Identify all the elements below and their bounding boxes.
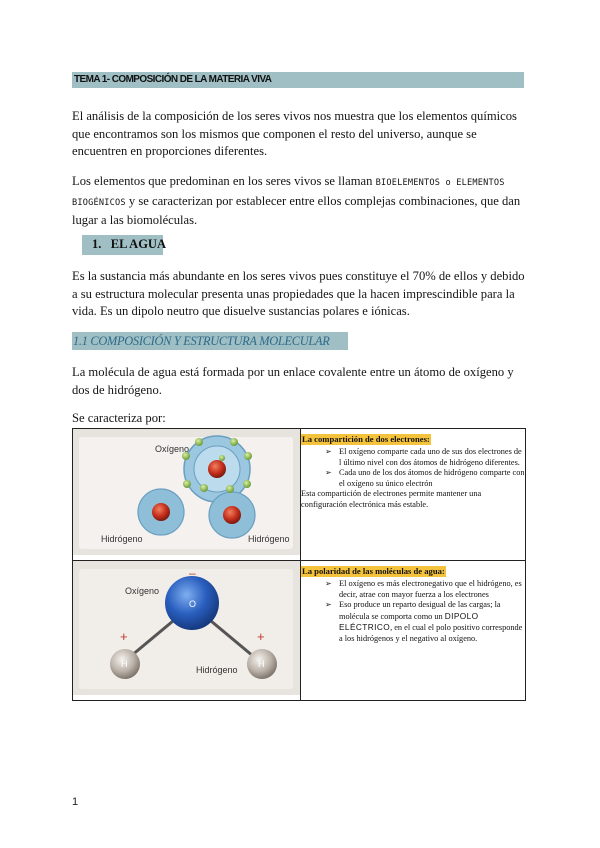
electron-sharing-image-cell: [73, 429, 301, 561]
polarity-diagram: [73, 561, 300, 695]
negative-sign: –: [189, 566, 196, 580]
bioelements-text-before: Los elementos que predominan en los seres vivos se llaman: [72, 174, 376, 188]
electron-sharing-list: [301, 447, 525, 489]
section-heading: 1. EL AGUA: [92, 237, 166, 251]
positive-sign-right: +: [257, 629, 265, 644]
dipolo-term: DIPOLO ELÉCTRICO: [339, 610, 479, 633]
polarity-list: [301, 579, 525, 645]
polarity-image-cell: [73, 561, 301, 701]
intro-paragraph: El análisis de la composición de los seres vivos nos muestra que los elementos químicos que encontramos son los mismos que componen el resto del universo, aunque se encuentren en proporciones diferentes.: [72, 109, 517, 158]
list-item: ➢ El oxígeno es más electronegativo que el hidrógeno, es decir, atrae con mayor fuerza a los electrones: [313, 579, 525, 600]
agua-paragraph: Es la sustancia más abundante en los seres vivos pues constituye el 70% de ellos y debido a su estructura molecular presenta unas propiedades que la hacen imprescindible para la vida. Es un dipolo neutro que disuelve sustancias polares e iónicas.: [72, 269, 525, 318]
bioelements-connector: o: [440, 178, 457, 188]
hydrogen-label: Hidrógeno: [196, 665, 238, 675]
polarity-heading: La polaridad de las moléculas de agua:: [302, 566, 445, 576]
list-item: ➢ El oxígeno comparte cada uno de sus dos electrones de l último nivel con dos átomos de hidrógeno diferentes.: [313, 447, 525, 468]
properties-table: [72, 428, 526, 701]
list-item: [313, 600, 525, 644]
oxygen-symbol: O: [189, 599, 197, 609]
subsection-heading: 1.1 COMPOSICIÓN Y ESTRUCTURA MOLECULAR: [73, 334, 330, 348]
characterized-label: Se caracteriza por:: [72, 411, 166, 425]
bioelements-text-after: y se caracterizan por establecer entre ellos complejas combinaciones, que dan lugar a las biomoléculas.: [72, 193, 521, 227]
electron-sharing-text-cell: [301, 429, 526, 561]
oxygen-label: Oxígeno: [155, 444, 190, 454]
list-item: ➢ Cada uno de los dos átomos de hidrógeno comparte con el oxígeno su único electrón: [313, 468, 525, 489]
list-item-text: Eso produce un reparto desigual de las cargas; la molécula se comporta como un: [339, 600, 501, 621]
list-item-text-after: , en el cual el polo positivo corresponde a los hidrógenos y el negativo al oxígeno.: [339, 623, 523, 643]
bioelements-term: BIOELEMENTOS: [375, 178, 441, 188]
electron-sharing-note: Esta compartición de electrones permite mantener una configuración electrónica más estable.: [301, 489, 482, 509]
page-number: 1: [72, 796, 79, 808]
hydrogen-symbol-left: H: [121, 659, 128, 669]
positive-sign-left: +: [120, 629, 128, 644]
page-title: TEMA 1- COMPOSICIÓN DE LA MATERIA VIVA: [74, 73, 272, 85]
biogenic-term: ELEMENTOS BIOGÉNICOS: [72, 178, 505, 208]
electron-sharing-diagram: [73, 429, 300, 555]
electron-sharing-heading: La compartición de dos electrones:: [302, 434, 430, 444]
hydrogen-symbol-right: H: [258, 659, 265, 669]
polarity-text-cell: [301, 561, 526, 701]
molecule-paragraph: La molécula de agua está formada por un enlace covalente entre un átomo de oxígeno y dos de hidrógeno.: [72, 365, 514, 397]
hydrogen-left-label: Hidrógeno: [101, 534, 143, 544]
hydrogen-right-label: Hidrógeno: [248, 534, 290, 544]
oxygen-label: Oxígeno: [125, 586, 160, 596]
bioelements-paragraph: [72, 173, 532, 230]
